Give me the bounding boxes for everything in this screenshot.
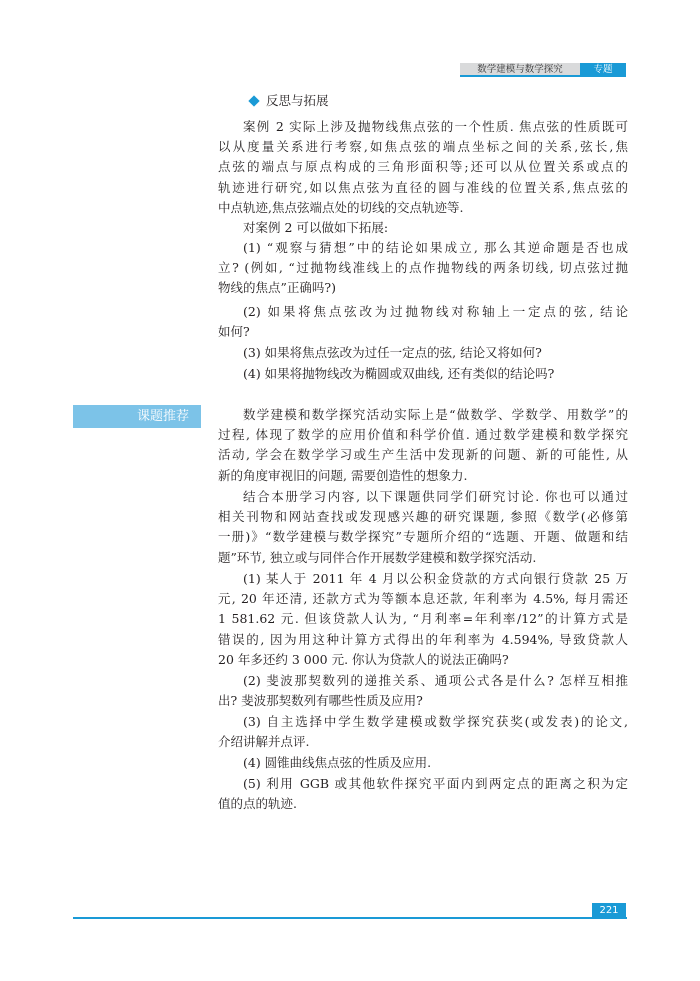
text-line: 值的点的轨迹.	[218, 796, 297, 812]
topics-intro-paragraph	[218, 405, 628, 486]
section-heading	[232, 92, 329, 110]
side-label-topic-recommendation: 课题推荐	[73, 405, 201, 428]
text-line: 轨迹进行研究,如以焦点弦为直径的圆与准线的位置关系,焦点弦的	[218, 179, 628, 195]
extension-question-1	[218, 238, 628, 299]
text-line: 数学建模和数学探究活动实际上是“做数学、学数学、用数学”的	[243, 407, 628, 422]
text-line: 点弦的端点与原点构成的三角形面积等;还可以从位置关系或点的	[218, 159, 628, 175]
reflection-paragraph-1	[218, 117, 628, 218]
header-topic: 数学建模与数学探究	[460, 63, 580, 77]
text-line: (1) 某人于 2011 年 4 月以公积金贷款的方式向银行贷款 25 万	[243, 571, 628, 586]
text-line: 一册)》“数学建模与数学探究”专题所介绍的“选题、开题、做题和结	[218, 529, 628, 545]
text-line: 题”环节, 独立或与同伴合作开展数学建模和数学探究活动.	[218, 549, 537, 565]
text-line: (5) 利用 GGB 或其他软件探究平面内到两定点的距离之积为定	[243, 776, 628, 791]
extension-question-4	[218, 364, 628, 384]
text-line: (1) “观察与猜想”中的结论如果成立, 那么其逆命题是否也成	[243, 240, 628, 255]
header-tag: 专题	[580, 63, 626, 77]
text-line: 活动, 学会在数学学习或生产生活中发现新的问题、新的可能性, 从	[218, 447, 628, 463]
diamond-bullet-icon	[248, 95, 259, 106]
topic-item-2	[218, 671, 628, 711]
extension-question-2	[218, 302, 628, 342]
text-line: 介绍讲解并点评.	[218, 734, 310, 750]
text-line: (3) 如果将焦点弦改为过任一定点的弦, 结论又将如何?	[243, 345, 542, 360]
text-line: 中点轨迹,焦点弦端点处的切线的交点轨迹等.	[218, 199, 464, 215]
text-line: (2) 斐波那契数列的递推关系、通项公式各是什么? 怎样互相推	[243, 673, 628, 688]
reflection-paragraph-2	[218, 218, 628, 238]
text-line: (2) 如果将焦点弦改为过抛物线对称轴上一定点的弦, 结论	[243, 304, 628, 319]
text-line: 相关刊物和网站查找或发现感兴趣的研究课题, 参照《数学(必修第	[218, 509, 628, 525]
text-line: 立? (例如, “过抛物线准线上的点作抛物线的两条切线, 切点弦过抛	[218, 260, 628, 276]
text-line: 对案例 2 可以做如下拓展:	[243, 220, 389, 235]
topic-item-3	[218, 712, 628, 752]
extension-question-3	[218, 343, 628, 363]
section-heading-text: 反思与拓展	[266, 93, 329, 108]
text-line: 物线的焦点”正确吗?)	[218, 280, 336, 296]
topic-item-5	[218, 774, 628, 814]
text-line: 以从度量关系进行考察,如焦点弦的端点坐标之间的关系,弦长,焦	[218, 139, 628, 155]
text-line: (4) 如果将抛物线改为椭圆或双曲线, 还有类似的结论吗?	[243, 366, 555, 381]
text-line: 1 581.62 元. 但该贷款人认为, “月利率=年利率/12”的计算方式是	[218, 611, 628, 627]
text-line: (3) 自主选择中学生数学建模或数学探究获奖(或发表)的论文,	[243, 714, 628, 729]
text-line: 20 年多还约 3 000 元. 你认为贷款人的说法正确吗?	[218, 651, 509, 667]
text-line: 过程, 体现了数学的应用价值和科学价值. 通过数学建模和数学探究	[218, 427, 628, 443]
text-line: 出? 斐波那契数列有哪些性质及应用?	[218, 693, 423, 709]
text-line: (4) 圆锥曲线焦点弦的性质及应用.	[243, 755, 432, 770]
header-rule	[460, 75, 626, 77]
text-line: 如何?	[218, 324, 250, 340]
topic-item-4	[218, 753, 628, 773]
text-line: 错误的, 因为用这种计算方式得出的年利率为 4.594%, 导致贷款人	[218, 631, 628, 647]
text-line: 案例 2 实际上涉及抛物线焦点弦的一个性质. 焦点弦的性质既可	[243, 119, 628, 134]
footer-rule	[73, 917, 627, 919]
topics-guide-paragraph	[218, 487, 628, 568]
topic-item-1	[218, 569, 628, 670]
text-line: 新的角度审视旧的问题, 需要创造性的想象力.	[218, 467, 468, 483]
text-line: 结合本册学习内容, 以下课题供同学们研究讨论. 你也可以通过	[243, 489, 628, 504]
page-number: 221	[592, 903, 626, 918]
text-line: 元, 20 年还清, 还款方式为等额本息还款, 年利率为 4.5%, 每月需还	[218, 591, 628, 607]
